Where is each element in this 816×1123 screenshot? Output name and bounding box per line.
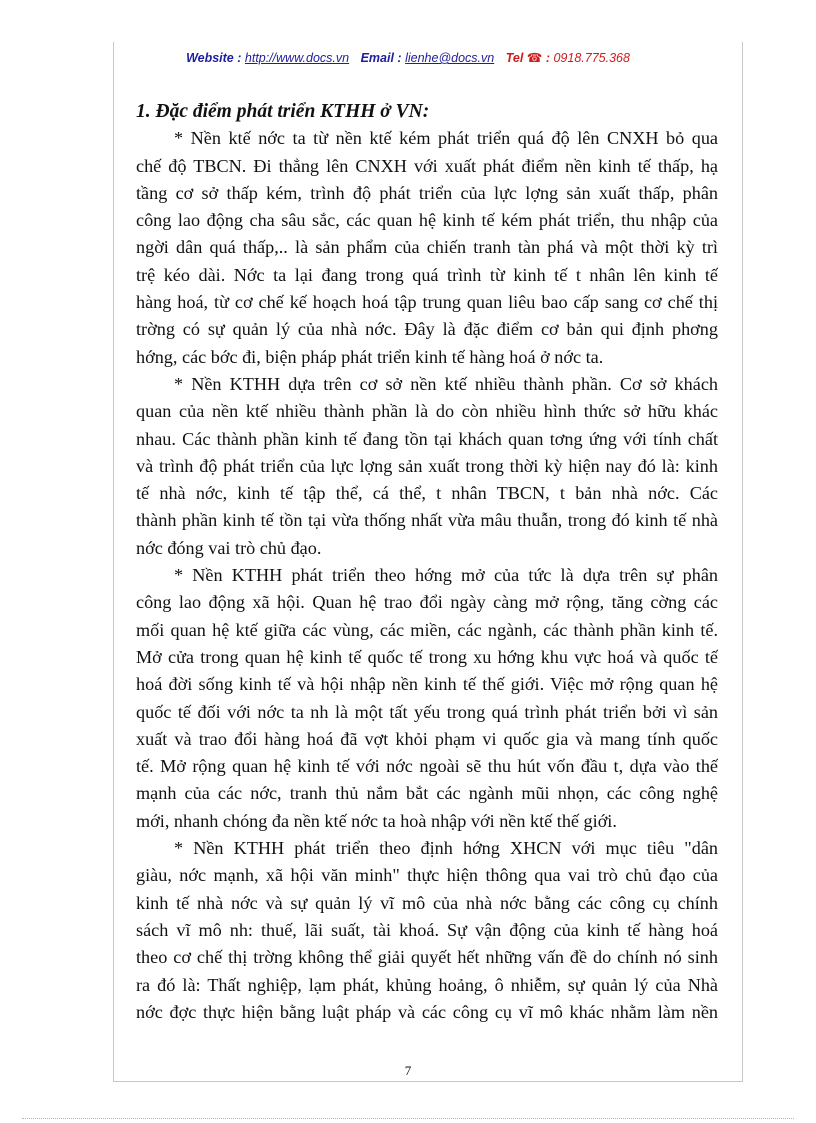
text-line: quan của nền ktế nhiều thành phần là do còn nhiều hình thức sở hữu khác bbox=[136, 401, 718, 422]
text-line: ra đó là: Thất nghiệp, lạm phát, khủng hoảng, ô nhiễm, sự quản lý của Nhà bbox=[136, 974, 718, 995]
text-line: mới, nhanh chóng đa nền ktế nớc ta hoà nhập với nền ktế thế giới. bbox=[136, 810, 617, 831]
text-line: giàu, nớc mạnh, xã hội văn minh" thực hiện thông qua vai trò chủ đạo của bbox=[136, 865, 718, 886]
tel-value: 0918.775.368 bbox=[553, 51, 630, 65]
page-header bbox=[0, 50, 816, 65]
text-line: chế độ TBCN. Đi thẳng lên CNXH với xuất phát điểm nền kinh tế thấp, hạ bbox=[136, 155, 718, 176]
email-link[interactable]: lienhe@docs.vn bbox=[405, 51, 495, 65]
website-link[interactable]: http://www.docs.vn bbox=[244, 51, 350, 65]
text-line: sách vĩ mô nh: thuế, lãi suất, tài khoá. Sự vận động của kinh tế hàng hoá bbox=[136, 919, 718, 940]
text-line: nhau. Các thành phần kinh tế đang tồn tại khách quan tơng ứng với tính chất bbox=[136, 428, 718, 449]
text-line: công lao động xã hội. Quan hệ trao đổi ngày càng mở rộng, tăng cờng các bbox=[136, 592, 718, 613]
text-line: quốc tế đối với nớc ta nh là một tất yếu trong quá trình phát triển bởi vì sản bbox=[136, 701, 718, 722]
tel-label: Tel ☎ : bbox=[505, 51, 550, 65]
text-line: thành phần kinh tế tồn tại vừa thống nhất vừa mâu thuẫn, trong đó kinh tế nhà bbox=[136, 510, 718, 531]
text-line: xuất và trao đổi hàng hoá đã vợt khỏi phạm vi quốc gia và mang tính quốc bbox=[136, 728, 718, 749]
text-line: nớc đóng vai trò chủ đạo. bbox=[136, 537, 322, 558]
text-line: mối quan hệ ktế giữa các vùng, các miền, các ngành, các thành phần kinh tế. bbox=[136, 619, 718, 640]
text-line: Mở cửa trong quan hệ kinh tế quốc tế trong xu hớng khu vực hoá và quốc tế bbox=[136, 646, 718, 667]
text-line: tầng cơ sở thấp kém, trình độ phát triển của lực lợng sản xuất thấp, phân bbox=[136, 182, 718, 203]
email-label: Email : bbox=[360, 51, 402, 65]
text-line: tế. Mở rộng quan hệ kinh tế với nớc ngoài sẽ thu hút vốn đầu t, dựa vào thế bbox=[136, 756, 718, 777]
text-line: * Nền ktế nớc ta từ nền ktế kém phát triển quá độ lên CNXH bỏ qua bbox=[174, 128, 718, 149]
website-label: Website : bbox=[186, 51, 242, 65]
text-line: công lao động cha sâu sắc, các quan hệ kinh tế kém phát triển, thu nhập của bbox=[136, 210, 718, 231]
section-heading: 1. Đặc điểm phát triển KTHH ở VN: bbox=[136, 101, 430, 122]
text-line: mạnh của các nớc, tranh thủ nắm bắt các ngành mũi nhọn, các công nghệ bbox=[136, 783, 718, 804]
text-line: ngời dân quá thấp,.. là sản phẩm của chiến tranh tàn phá và một thời kỳ trì bbox=[136, 237, 718, 258]
text-line: nớc đợc thực hiện bằng luật pháp và các công cụ vĩ mô khác nhằm làm nền bbox=[136, 1001, 718, 1022]
text-line: tế nhà nớc, kinh tế tập thể, cá thể, t nhân TBCN, t bản nhà nớc. Các bbox=[136, 483, 718, 504]
text-line: kinh tế nhà nớc và sự quản lý vĩ mô của nhà nớc bằng các công cụ chính bbox=[136, 892, 718, 913]
text-line: theo cơ chế thị trờng không thể giải quyết hết những vấn đề do chính nó sinh bbox=[136, 947, 718, 968]
document-body bbox=[136, 98, 718, 1026]
text-line: trờng có sự quản lý của nhà nớc. Đây là đặc điểm cơ bản qui định phơng bbox=[136, 319, 718, 340]
text-line: hàng hoá, từ cơ chế kế hoạch hoá tập trung quan liêu bao cấp sang cơ chế thị bbox=[136, 292, 718, 313]
text-line: hoá đời sống kinh tế và hội nhập nền kinh tế thế giới. Việc mở rộng quan hệ bbox=[136, 674, 718, 695]
text-line: * Nền KTHH dựa trên cơ sở nền ktế nhiều thành phần. Cơ sở khách bbox=[174, 373, 718, 394]
text-line: trệ kéo dài. Nớc ta lại đang trong quá trình từ kinh tế t nhân lên kinh tế bbox=[136, 264, 718, 285]
text-line: và trình độ phát triển của lực lợng sản xuất trong thời kỳ hiện nay đó là: kinh bbox=[136, 455, 718, 476]
text-line: * Nền KTHH phát triển theo hớng mở của tức là dựa trên sự phân bbox=[174, 565, 718, 586]
page-bottom-rule bbox=[22, 1118, 794, 1119]
text-line: * Nền KTHH phát triển theo định hớng XHCN với mục tiêu "dân bbox=[174, 838, 718, 859]
page-number: 7 bbox=[404, 1063, 412, 1078]
text-line: hớng, các bớc đi, biện pháp phát triển kinh tế hàng hoá ở nớc ta. bbox=[136, 346, 604, 367]
